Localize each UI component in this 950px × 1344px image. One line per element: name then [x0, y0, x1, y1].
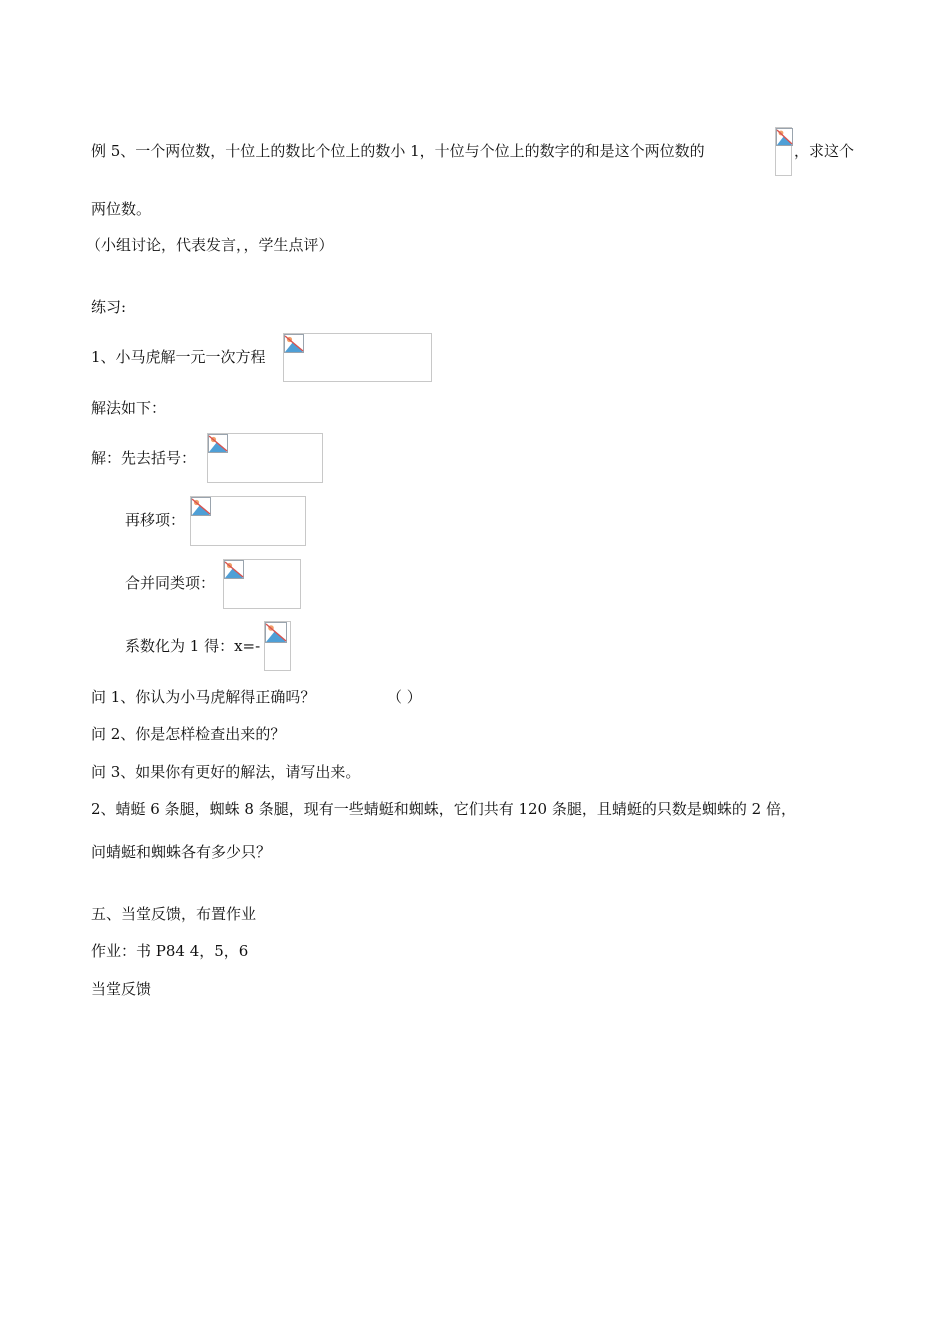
section5-feedback: 当堂反馈	[91, 980, 152, 998]
practice-step1: 解：先去括号：	[91, 449, 197, 467]
practice-q2-line2: 问蜻蜓和蜘蛛各有多少只？	[91, 843, 272, 861]
broken-image-step3	[223, 559, 301, 609]
broken-image-step2	[190, 496, 306, 546]
broken-image-icon	[284, 334, 304, 354]
example5-text-part3: 两位数。	[91, 200, 152, 218]
broken-image-icon	[208, 434, 228, 454]
broken-image-equation	[283, 333, 432, 382]
example5-text-part1: 例 5、一个两位数，十位上的数比个位上的数小 1，十位与个位上的数字的和是这个两位数的	[91, 142, 705, 160]
practice-q2-line1: 2、蜻蜓 6 条腿，蜘蛛 8 条腿，现有一些蜻蜓和蜘蛛，它们共有 120 条腿，且蜻蜓的只数是蜘蛛的 2 倍，	[91, 800, 796, 818]
practice-step3: 合并同类项：	[125, 574, 216, 592]
practice-ask2: 问 2、你是怎样检查出来的？	[91, 725, 286, 743]
practice-ask1: 问 1、你认为小马虎解得正确吗？	[91, 688, 316, 706]
example5-note: （小组讨论，代表发言，，学生点评）	[86, 236, 334, 254]
practice-ask3: 问 3、如果你有更好的解法，请写出来。	[91, 763, 361, 781]
practice-heading: 练习:	[91, 298, 127, 316]
section5-title: 五、当堂反馈，布置作业	[91, 905, 257, 923]
broken-image-icon	[191, 497, 211, 517]
practice-step2: 再移项：	[125, 511, 186, 529]
practice-method: 解法如下：	[91, 399, 167, 417]
broken-image-step1	[207, 433, 323, 483]
broken-image-icon	[776, 128, 793, 148]
practice-q1-intro: 1、小马虎解一元一次方程	[91, 348, 266, 366]
practice-step4: 系数化为 1 得：x=-	[125, 637, 261, 655]
broken-image-icon	[224, 560, 244, 580]
broken-image-step4	[264, 621, 291, 671]
broken-image-icon	[265, 622, 287, 644]
section5-homework: 作业：书 P84 4，5，6	[91, 942, 249, 960]
practice-ask1-paren: （ ）	[387, 688, 422, 706]
example5-text-part2: ，求这个	[794, 142, 855, 160]
broken-image-fraction	[775, 127, 792, 176]
